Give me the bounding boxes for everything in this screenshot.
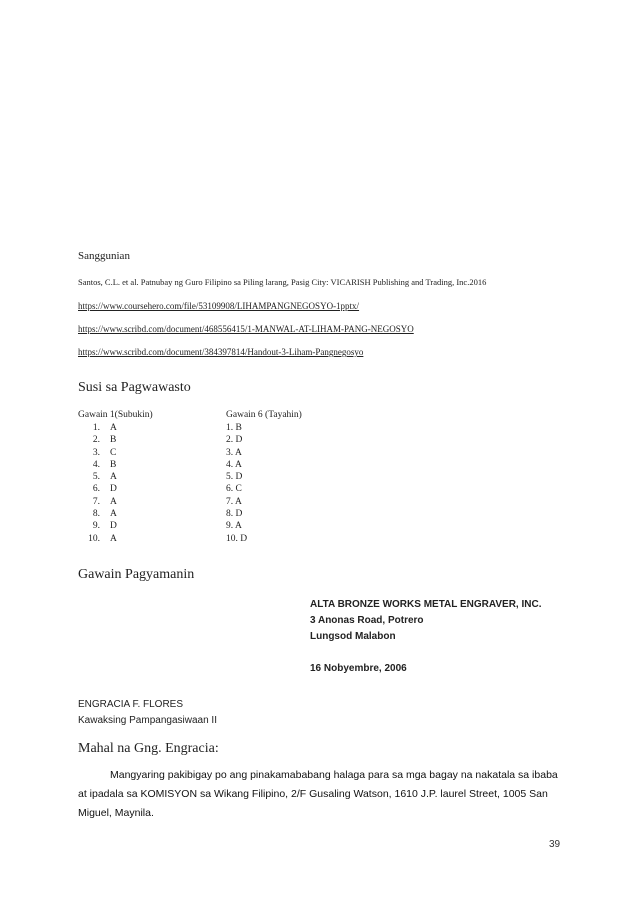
sender-block: [310, 597, 541, 677]
list-item: 3. A: [226, 447, 242, 458]
list-item: 6. D: [92, 484, 117, 495]
list-item: 5. A: [92, 472, 117, 483]
list-item: 5. D: [226, 472, 243, 483]
sender-company: ALTA BRONZE WORKS METAL ENGRAVER, INC.: [310, 599, 542, 610]
list-item: 4. A: [226, 459, 242, 470]
list-item: 7. A: [226, 496, 242, 507]
reference-link-3[interactable]: https://www.scribd.com/document/384397814/Handout-3-Liham-Pangnegosyo: [78, 347, 364, 357]
sender-city: Lungsod Malabon: [310, 631, 396, 642]
sender-street: 3 Anonas Road, Potrero: [310, 615, 424, 626]
answer-key-heading: Susi sa Pagwawasto: [78, 380, 191, 395]
list-item: 4. B: [92, 459, 117, 470]
pagyamanin-heading: Gawain Pagyamanin: [78, 567, 195, 582]
gawain1-list: [78, 409, 153, 545]
list-item: 9. D: [92, 521, 117, 532]
list-item: 2. B: [92, 435, 117, 446]
recipient-title: Kawaksing Pampangasiwaan II: [78, 715, 217, 726]
page-number: 39: [549, 839, 561, 850]
references-heading: Sanggunian: [78, 250, 130, 262]
list-item: 7. A: [92, 496, 117, 507]
list-item: 10. A: [88, 533, 117, 544]
reference-link-1[interactable]: https://www.coursehero.com/file/53109908/LIHAMPANGNEGOSYO-1pptx/: [78, 301, 360, 311]
gawain6-list: [226, 409, 336, 545]
list-item: 9. A: [226, 521, 242, 532]
list-item: 8. A: [92, 509, 117, 520]
list-item: 1. A: [92, 423, 117, 433]
reference-link-2[interactable]: https://www.scribd.com/document/468556415/1-MANWAL-AT-LIHAM-PANG-NEGOSYO: [78, 324, 414, 334]
list-item: 10. D: [226, 533, 248, 544]
list-item: 1. B: [226, 423, 242, 433]
gawain1-title: Gawain 1(Subukin): [78, 410, 153, 420]
references-citation: Santos, C.L. et al. Patnubay ng Guro Filipino sa Piling larang, Pasig City: VICARISH Publishing and Trading, Inc.2016: [78, 277, 487, 287]
gawain6-title: Gawain 6 (Tayahin): [226, 410, 302, 420]
recipient-block: [78, 697, 217, 729]
list-item: 2. D: [226, 435, 243, 446]
letter-date: 16 Nobyembre, 2006: [310, 663, 407, 674]
letter-salutation: Mahal na Gng. Engracia:: [78, 741, 219, 756]
recipient-name: ENGRACIA F. FLORES: [78, 699, 184, 710]
list-item: 3. C: [92, 447, 117, 458]
list-item: 8. D: [226, 509, 243, 520]
list-item: 6. C: [226, 484, 242, 495]
letter-body: Mangyaring pakibigay po ang pinakamababang halaga para sa mga bagay na nakatala sa ibaba at ipadala sa KOMISYON sa Wikang Filipino, 2/F Gusaling Watson, 1610 J.P. laurel Street, 1005 San Miguel, Maynila.: [78, 769, 558, 819]
